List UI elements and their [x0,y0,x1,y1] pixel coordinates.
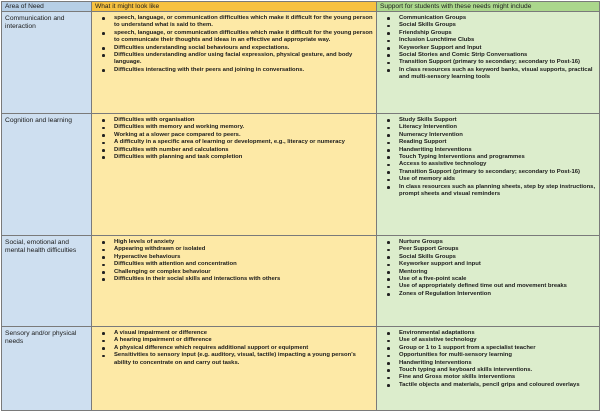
list-item: speech, language, or communication difficulties which make it difficult for the young person to understand what is said to them. [114,15,373,29]
support-list [380,239,596,298]
list-item: High levels of anxiety [114,239,373,246]
list-item: Use of assistive technology [399,337,596,344]
list-item: Group or 1 to 1 support from a specialist teacher [399,345,596,352]
area-cell: Communication and interaction [2,12,92,114]
header-area-of-need: Area of Need [2,2,92,12]
list-item: In class resources such as keyword banks, visual supports, practical and multi-sensory learning tools [399,67,596,82]
list-item: Difficulties with attention and concentration [114,261,373,268]
list-item: Touch Typing Interventions and programmes [399,154,596,161]
look-list [95,239,373,283]
table-row [2,114,600,236]
list-item: speech, language, or communication difficulties which make it difficult for the young person to communicate their thoughts and ideas in an effective and appropriate way. [114,29,373,44]
support-cell [377,114,600,236]
list-item: Working at a slower pace compared to peers. [114,132,373,139]
header-row [2,2,600,12]
list-item: Difficulties understanding and/or using facial expression, physical gesture, and body language. [114,52,373,67]
look-list [95,330,373,367]
list-item: Social Skills Groups [399,22,596,29]
list-item: Handwriting Interventions [399,147,596,154]
support-cell [377,327,600,411]
list-item: Study Skills Support [399,117,596,124]
list-item: Zones of Regulation Intervention [399,291,596,298]
look-cell [92,236,377,327]
list-item: Social Stories and Comic Strip Conversations [399,52,596,59]
list-item: Use of memory aids [399,176,596,183]
list-item: A difficulty in a specific area of learning or development, e.g., literacy or numeracy [114,139,373,146]
list-item: In class resources such as planning sheets, step by step instructions, prompt sheets and visual reminders [399,183,596,198]
list-item: Use of a five-point scale [399,276,596,283]
area-cell: Sensory and/or physical needs [2,327,92,411]
list-item: Literacy Intervention [399,124,596,131]
list-item: Difficulties with number and calculations [114,147,373,154]
list-item: Appearing withdrawn or isolated [114,246,373,253]
list-item: Tactile objects and materials, pencil grips and coloured overlays [399,382,596,389]
list-item: Keyworker Support and Input [399,45,596,52]
list-item: Difficulties with organisation [114,117,373,124]
list-item: Fine and Gross motor skills interventions [399,374,596,381]
list-item: Challenging or complex behaviour [114,269,373,276]
support-cell [377,12,600,114]
list-item: Inclusion Lunchtime Clubs [399,37,596,44]
list-item: Social Skills Groups [399,254,596,261]
table-row [2,327,600,411]
list-item: A visual impairment or difference [114,330,373,337]
list-item: Difficulties understanding social behaviours and expectations. [114,45,373,52]
list-item: Difficulties with planning and task completion [114,154,373,161]
list-item: Sensitivities to sensory input (e.g. auditory, visual, tactile) impacting a young person's ability to concentrate on and carry out tasks. [114,352,373,367]
list-item: Numeracy Intervention [399,132,596,139]
support-list [380,330,596,389]
list-item: Environmental adaptations [399,330,596,337]
list-item: Keyworker support and input [399,261,596,268]
area-cell: Social, emotional and mental health difficulties [2,236,92,327]
list-item: A hearing impairment or difference [114,337,373,344]
area-cell: Cognition and learning [2,114,92,236]
look-cell [92,114,377,236]
header-what-it-might-look-like: What it might look like [92,2,377,12]
list-item: Peer Support Groups [399,246,596,253]
support-list [380,117,596,198]
list-item: Mentoring [399,269,596,276]
support-cell [377,236,600,327]
look-cell [92,12,377,114]
list-item: Difficulties in their social skills and interactions with others [114,276,373,283]
list-item: Communication Groups [399,15,596,22]
look-list [95,15,373,74]
support-list [380,15,596,82]
list-item: Reading Support [399,139,596,146]
look-cell [92,327,377,411]
list-item: Handwriting Interventions [399,360,596,367]
needs-table [1,1,600,411]
list-item: Opportunities for multi-sensory learning [399,352,596,359]
list-item: Friendship Groups [399,30,596,37]
list-item: Difficulties interacting with their peers and joining in conversations. [114,67,373,74]
list-item: Hyperactive behaviours [114,254,373,261]
list-item: Touch typing and keyboard skills interventions. [399,367,596,374]
list-item: Difficulties with memory and working memory. [114,124,373,131]
table-row [2,12,600,114]
list-item: Access to assistive technology [399,161,596,168]
list-item: Nurture Groups [399,239,596,246]
header-support: Support for students with these needs might include [377,2,600,12]
table-row [2,236,600,327]
list-item: A physical difference which requires additional support or equipment [114,345,373,352]
look-list [95,117,373,161]
list-item: Transition Support (primary to secondary; secondary to Post-16) [399,169,596,176]
list-item: Use of appropriately defined time out and movement breaks [399,283,596,290]
list-item: Transition Support (primary to secondary; secondary to Post-16) [399,59,596,66]
